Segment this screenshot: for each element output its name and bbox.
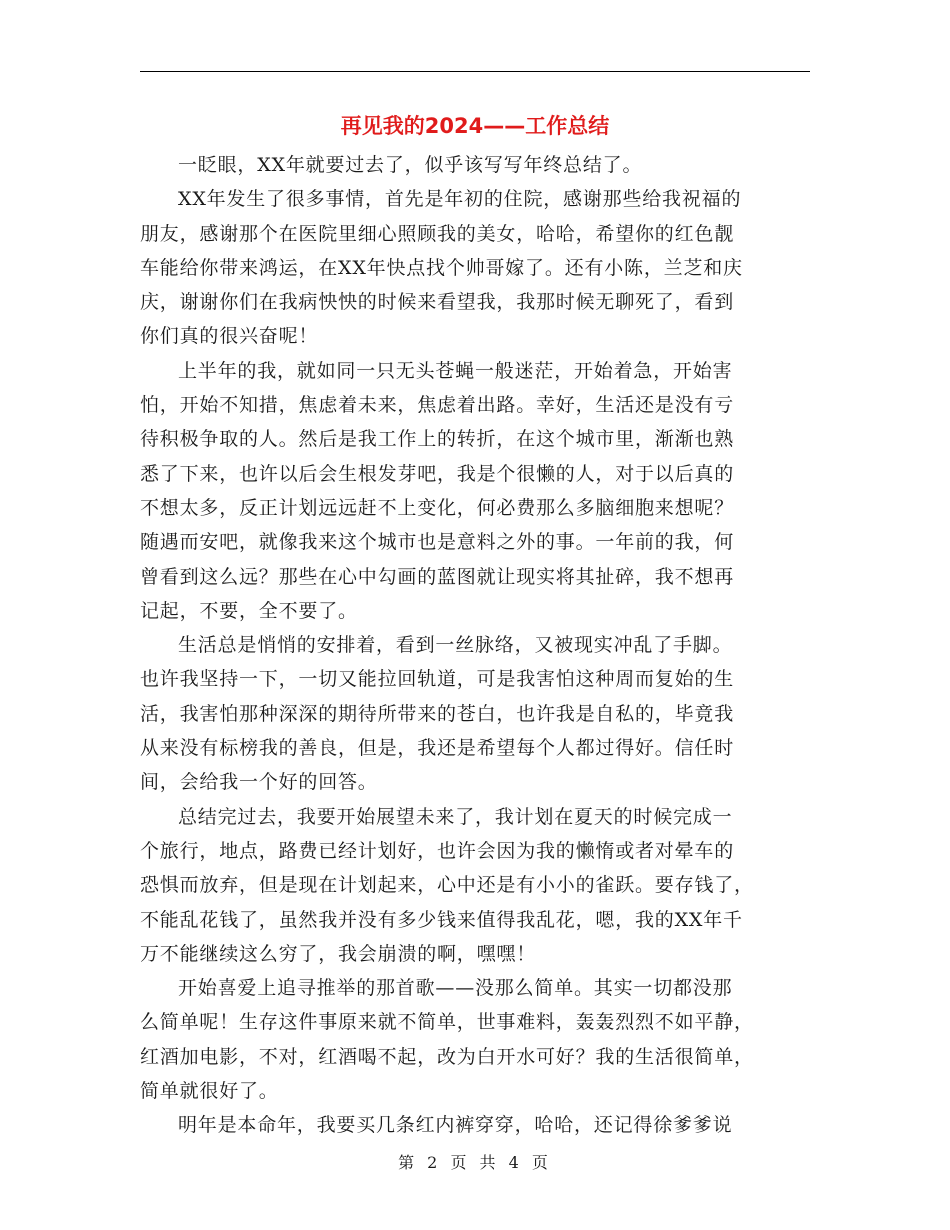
text-line: 上半年的我，就如同一只无头苍蝇一般迷茫，开始着急，开始害 — [178, 359, 733, 382]
text-line: 不想太多，反正计划远远赶不上变化，何必费那么多脑细胞来想呢？ — [140, 496, 735, 519]
paragraph — [140, 800, 812, 971]
paragraph — [140, 148, 812, 182]
text-line: 怕，开始不知措，焦虑着未来，焦虑着出路。幸好，生活还是没有亏 — [140, 394, 735, 417]
text-line: 待积极争取的人。然后是我工作上的转折，在这个城市里，渐渐也熟 — [140, 428, 735, 451]
document-body — [140, 148, 812, 1143]
text-line: 车能给你带来鸿运，在XX年快点找个帅哥嫁了。还有小陈，兰芝和庆 — [140, 256, 743, 279]
paragraph — [140, 628, 812, 799]
paragraph — [140, 1108, 812, 1142]
text-line: 恐惧而放弃，但是现在计划起来，心中还是有小小的雀跃。要存钱了， — [140, 874, 754, 897]
paragraph — [140, 971, 812, 1108]
paragraph — [140, 354, 812, 628]
text-line: 记起，不要，全不要了。 — [140, 599, 358, 622]
text-line: 一眨眼，XX年就要过去了，似乎该写写年终总结了。 — [178, 154, 643, 176]
text-line: 简单就很好了。 — [140, 1080, 279, 1103]
page-footer: 第 2 页 共 4 页 — [398, 1153, 552, 1172]
text-line: 么简单呢！生存这件事原来就不简单，世事难料，轰轰烈烈不如平静， — [140, 1011, 754, 1034]
text-line: 朋友，感谢那个在医院里细心照顾我的美女，哈哈，希望你的红色靓 — [140, 222, 735, 245]
text-line: 间，会给我一个好的回答。 — [140, 771, 378, 794]
text-line: 红酒加电影，不对，红酒喝不起，改为白开水可好？我的生活很简单， — [140, 1045, 754, 1068]
text-line: 庆，谢谢你们在我病怏怏的时候来看望我，我那时候无聊死了，看到 — [140, 291, 735, 314]
text-line: 不能乱花钱了，虽然我并没有多少钱来值得我乱花，嗯，我的XX年千 — [140, 908, 743, 931]
text-line: 曾看到这么远？那些在心中勾画的蓝图就让现实将其扯碎，我不想再 — [140, 565, 735, 588]
text-line: 也许我坚持一下，一切又能拉回轨道，可是我害怕这种周而复始的生 — [140, 668, 735, 691]
text-line: 开始喜爱上追寻推举的那首歌——没那么简单。其实一切都没那 — [178, 977, 733, 1000]
text-line: 悉了下来，也许以后会生根发芽吧，我是个很懒的人，对于以后真的 — [140, 462, 735, 485]
paragraph — [140, 182, 812, 353]
text-line: 万不能继续这么穷了，我会崩溃的啊，嘿嘿！ — [140, 942, 537, 965]
text-line: 从来没有标榜我的善良，但是，我还是希望每个人都过得好。信任时 — [140, 737, 735, 760]
text-line: 明年是本命年，我要买几条红内裤穿穿，哈哈，还记得徐爹爹说 — [178, 1114, 733, 1137]
text-line: 你们真的很兴奋呢！ — [140, 325, 319, 348]
text-line: 个旅行，地点，路费已经计划好，也许会因为我的懒惰或者对晕车的 — [140, 839, 735, 862]
text-line: XX年发生了很多事情，首先是年初的住院，感谢那些给我祝福的 — [178, 188, 742, 211]
text-line: 生活总是悄悄的安排着，看到一丝脉络，又被现实冲乱了手脚。 — [178, 634, 733, 657]
text-line: 活，我害怕那种深深的期待所带来的苍白，也许我是自私的，毕竟我 — [140, 702, 735, 725]
document-title: 再见我的2024——工作总结 — [340, 114, 610, 138]
text-line: 总结完过去，我要开始展望未来了，我计划在夏天的时候完成一 — [178, 805, 733, 828]
text-line: 随遇而安吧，就像我来这个城市也是意料之外的事。一年前的我，何 — [140, 531, 735, 554]
header-rule — [140, 71, 810, 72]
